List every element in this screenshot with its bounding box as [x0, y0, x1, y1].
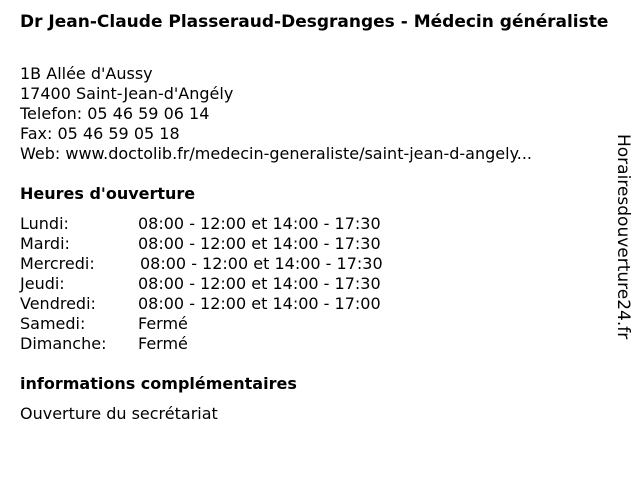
time-value: Fermé	[138, 314, 188, 333]
page-title: Dr Jean-Claude Plasseraud-Desgranges - Médecin généraliste	[20, 12, 609, 32]
time-value: 08:00 - 12:00 et 14:00 - 17:30	[140, 254, 383, 273]
street-address: 1B Allée d'Aussy	[20, 64, 153, 83]
site-watermark: Horairesdouverture24.fr	[613, 134, 633, 340]
day-label: Mardi:	[20, 234, 70, 253]
day-label: Mercredi:	[20, 254, 95, 273]
time-value: Fermé	[138, 334, 188, 353]
address-block	[20, 64, 610, 164]
day-label: Vendredi:	[20, 294, 96, 313]
day-label: Samedi:	[20, 314, 86, 333]
time-value: 08:00 - 12:00 et 14:00 - 17:30	[138, 234, 381, 253]
website-link[interactable]: Web: www.doctolib.fr/medecin-generaliste/saint-jean-d-angely...	[20, 144, 533, 163]
info-text: Ouverture du secrétariat	[20, 404, 218, 423]
day-label: Dimanche:	[20, 334, 107, 353]
time-value: 08:00 - 12:00 et 14:00 - 17:00	[138, 294, 381, 313]
info-heading: informations complémentaires	[20, 374, 297, 393]
time-value: 08:00 - 12:00 et 14:00 - 17:30	[138, 274, 381, 293]
fax-number: Fax: 05 46 59 05 18	[20, 124, 180, 143]
phone-number: Telefon: 05 46 59 06 14	[20, 104, 210, 123]
city-address: 17400 Saint-Jean-d'Angély	[20, 84, 234, 103]
hours-heading: Heures d'ouverture	[20, 184, 196, 203]
day-label: Jeudi:	[20, 274, 65, 293]
day-label: Lundi:	[20, 214, 69, 233]
time-value: 08:00 - 12:00 et 14:00 - 17:30	[138, 214, 381, 233]
